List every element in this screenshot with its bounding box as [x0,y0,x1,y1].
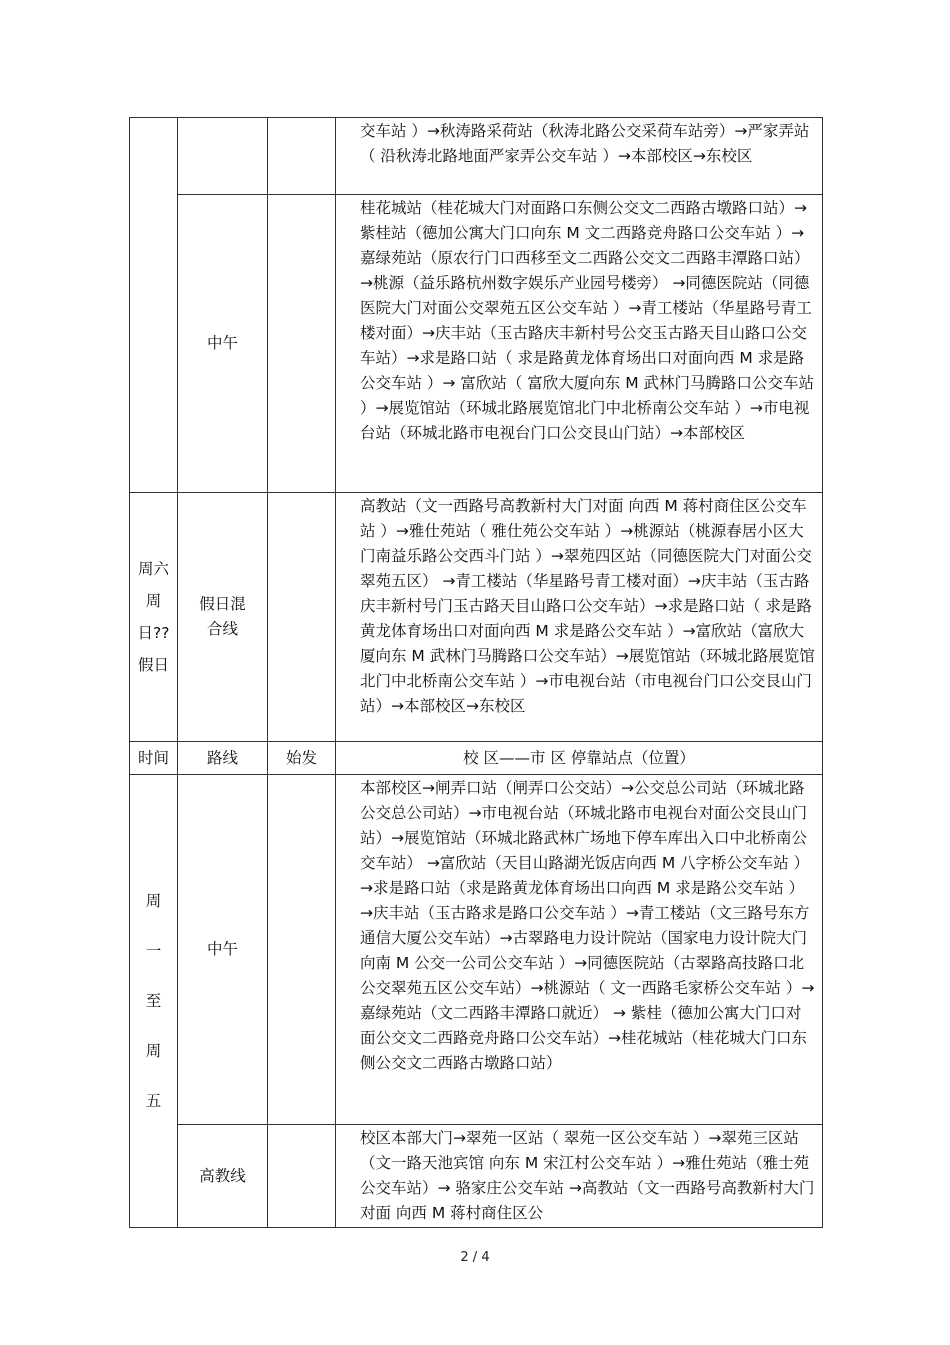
day-cell [130,775,178,1228]
day-label: 周一至周五 [145,892,162,1110]
table-row [130,775,823,1125]
table-row [130,493,823,742]
stops-text: 交车站 ）→秋涛路采荷站（秋涛北路公交采荷车站旁）→严家弄站（ 沿秋涛北路地面严家弄公交车站 ）→本部校区→东校区 [360,122,810,165]
start-cell [268,118,336,195]
bus-schedule-table [129,117,823,1228]
route-label: 中午 [206,940,238,958]
header-time-label: 时间 [137,748,169,767]
header-route [178,742,268,775]
header-start-label: 始发 [285,748,317,767]
route-label: 高教线 [199,1166,246,1185]
header-time [130,742,178,775]
table-row [130,195,823,493]
stops-text: 校区本部大门→翠苑一区站（ 翠苑一区公交车站 ）→翠苑三区站（文一路天池宾馆 向东 M 宋江村公交车站 ）→雅仕苑站（雅士苑公交车站）→ 骆家庄公交车站 →高教站（文一西路号高教新村大门对面 向西 M 蒋村商住区公 [360,1129,815,1222]
route-cell [178,118,268,195]
header-start [268,742,336,775]
stops-text: 桂花城站（桂花城大门对面路口东侧公交文二西路古墩路口站）→紫桂站（德加公寓大门口向东 M 文二西路竞舟路口公交车站 ）→嘉绿苑站（原农行门口西移至文二西路公交文二西路丰潭路口站） →桃源（益乐路杭州数字娱乐产业园号楼旁） →同德医院站（同德医院大门对面公交翠苑五区公交车站 ）→青工楼站（华星路号青工楼对面）→庆丰站（玉古路庆丰新村号公交玉古路天目山路口公交车站）→求是路口站（ 求是路黄龙体育场出口对面向西 M 求是路公交车站 ）→ 富欣站（ 富欣大厦向东 M 武林门马腾路口公交车站 ）→展览馆站（环城北路展览馆北门中北桥南公交车站 ）→市电视台站（环城北路市电视台门口公交艮山门站）→本部校区 [360,199,814,442]
route-label: 假日混合线 [199,595,246,638]
route-cell [178,775,268,1125]
stops-text: 高教站（文一西路号高教新村大门对面 向西 M 蒋村商住区公交车站 ）→雅仕苑站（ 雅仕苑公交车站 ）→桃源站（桃源春居小区大门南益乐路公交西斗门站 ）→翠苑四区站（同德医院大门对面公交翠苑五区） →青工楼站（华星路号青工楼对面）→庆丰站（玉古路庆丰新村号门玉古路天目山路口公交车站）→求是路口站（ 求是路黄龙体育场出口对面向西 M 求是路公交车站 ）→富欣站（富欣大厦向东 M 武林门马腾路口公交车站）→展览馆站（环城北路展览馆北门中北桥南公交车站 ）→市电视台站（市电视台门口公交艮山门站）→本部校区→东校区 [360,497,815,715]
day-label: 周六周日??假日 [137,560,170,674]
route-cell [178,1125,268,1228]
header-stops [336,742,823,775]
table-row [130,1125,823,1228]
stops-text: 本部校区→闸弄口站（闸弄口公交站）→公交总公司站（环城北路公交总公司站）→市电视台站（环城北路市电视台对面公交艮山门站）→展览馆站（环城北路武林广场地下停车库出入口中北桥南公交车站） →富欣站（天目山路湖光饭店向西 M 八字桥公交车站 ）→求是路口站（求是路黄龙体育场出口向西 M 求是路公交车站 ）→庆丰站（玉古路求是路口公交车站 ）→青工楼站（文三路号东方通信大厦公交车站）→古翠路电力设计院站（国家电力设计院大门 向南 M 公交一公司公交车站 ）→同德医院站（古翠路高技路口北公交翠苑五区公交车站）→桃源站（ 文一西路毛家桥公交车站 ）→嘉绿苑站（文二西路丰潭路口就近） → 紫桂（德加公寓大门口对面公交文二西路竞舟路口公交车站）→桂花城站（桂花城大门口东侧公交文二西路古墩路口站） [360,779,815,1072]
table-row [130,118,823,195]
start-cell [268,775,336,1125]
stops-cell [336,493,823,742]
start-cell [268,1125,336,1228]
header-route-label: 路线 [206,748,238,767]
day-cell [130,493,178,742]
start-cell [268,493,336,742]
stops-cell [336,118,823,195]
day-cell [130,118,178,493]
start-cell [268,195,336,493]
stops-cell [336,775,823,1125]
route-cell [178,493,268,742]
route-label: 中午 [206,334,238,352]
stops-cell [336,1125,823,1228]
page-number: 2 / 4 [460,1250,490,1265]
stops-cell [336,195,823,493]
route-cell [178,195,268,493]
header-stops-label: 校 区——市 区 停靠站点（位置） [463,748,695,767]
table-header-row [130,742,823,775]
